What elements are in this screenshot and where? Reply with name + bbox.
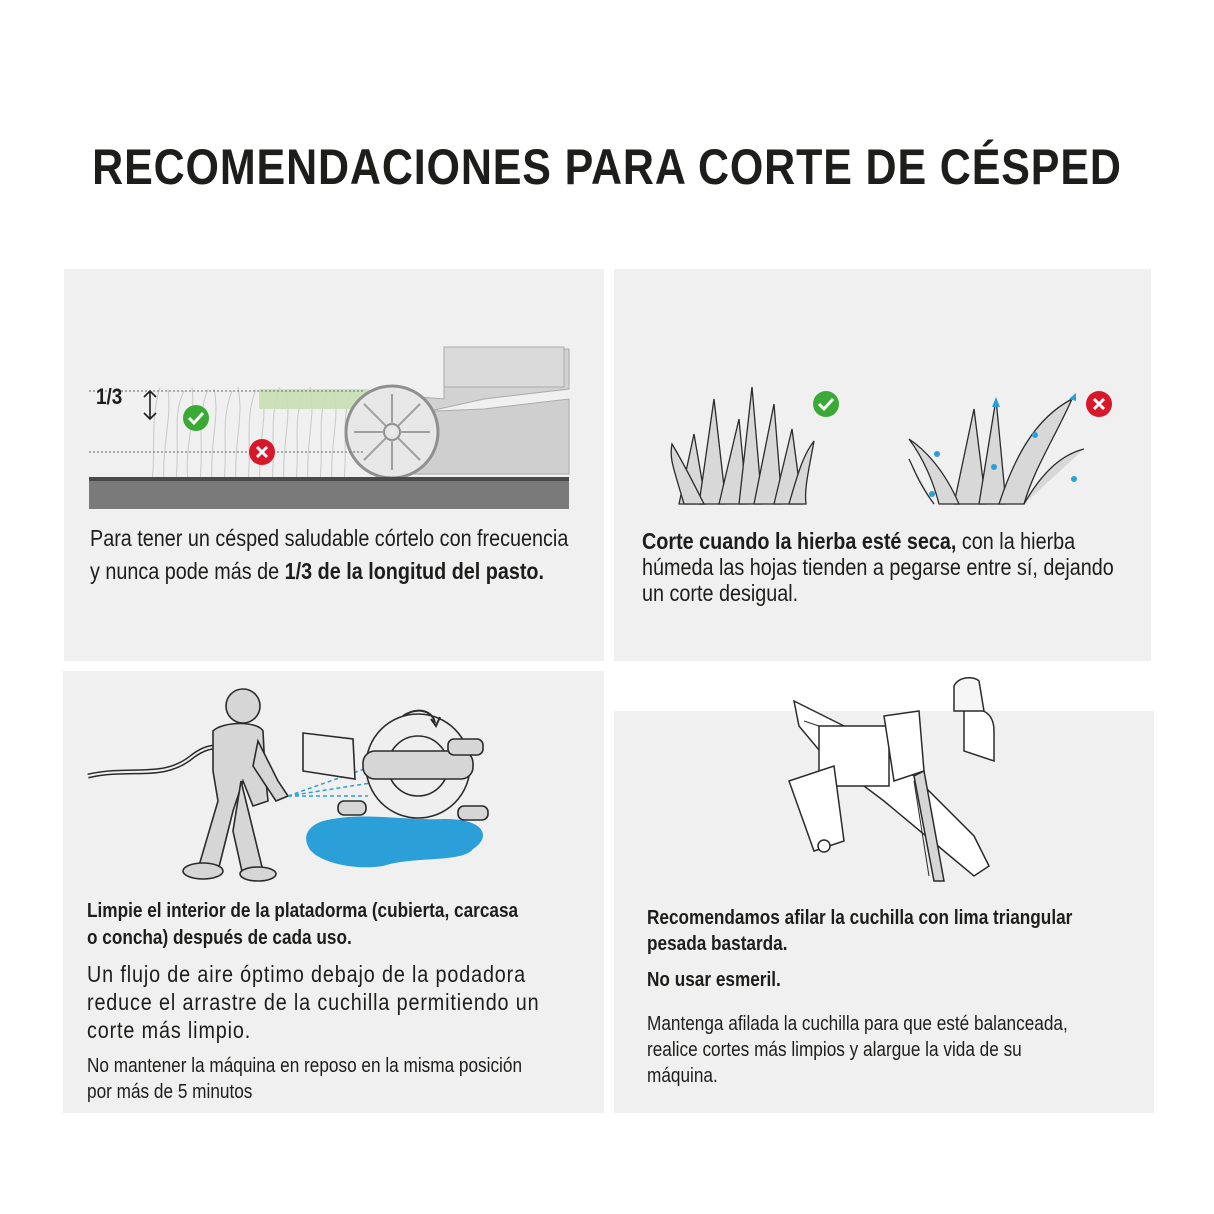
panel3-note-line2: por más de 5 minutos (87, 1081, 253, 1103)
panel3-bold-line1: Limpie el interior de la platadorma (cubierta, carcasa (87, 900, 519, 922)
panel-sharpen-blade (614, 671, 1154, 1113)
panel-dry-grass (614, 269, 1151, 661)
panel4-line2: realice cortes más limpios y alargue la vida de su (647, 1039, 1022, 1061)
washing-mower-illustration (63, 671, 604, 896)
check-icon (813, 391, 839, 417)
panel-clean-deck (63, 671, 604, 1113)
blade-sharpening-illustration (614, 671, 1154, 903)
cross-icon (1086, 391, 1112, 417)
grass-comparison-illustration (614, 269, 1151, 514)
panel4-bold-line3: No usar esmeril. (647, 969, 781, 991)
mower-grass-illustration (64, 269, 604, 509)
panel-cut-height (64, 269, 604, 661)
panel2-line3: un corte desigual. (642, 580, 799, 606)
panel4-line3: máquina. (647, 1065, 718, 1087)
panel4-bold-line1: Recomendamos afilar la cuchilla con lima triangular (647, 907, 1073, 929)
panel2-line1: Corte cuando la hierba esté seca, con la hierba (642, 528, 1076, 554)
panel4-bold-line2: pesada bastarda. (647, 933, 788, 955)
cross-icon (249, 439, 275, 465)
panel4-line1: Mantenga afilada la cuchilla para que esté balanceada, (647, 1013, 1068, 1035)
panel3-line3: corte más limpio. (87, 1017, 252, 1043)
panel2-line2: húmeda las hojas tienden a pegarse entre sí, dejando (642, 554, 1114, 580)
panel1-line1: Para tener un césped saludable córtelo con frecuencia (90, 525, 569, 551)
panel1-line2: y nunca pode más de 1/3 de la longitud del pasto. (90, 558, 545, 584)
panel3-note-line1: No mantener la máquina en reposo en la misma posición (87, 1055, 523, 1077)
check-icon (183, 405, 209, 431)
panel3-line1: Un flujo de aire óptimo debajo de la podadora (87, 961, 526, 987)
panel3-line2: reduce el arrastre de la cuchilla permitiendo un (87, 989, 540, 1015)
page-title: RECOMENDACIONES PARA CORTE DE CÉSPED (92, 139, 1122, 195)
fraction-label: 1/3 (96, 384, 123, 409)
panel3-bold-line2: o concha) después de cada uso. (87, 927, 352, 949)
